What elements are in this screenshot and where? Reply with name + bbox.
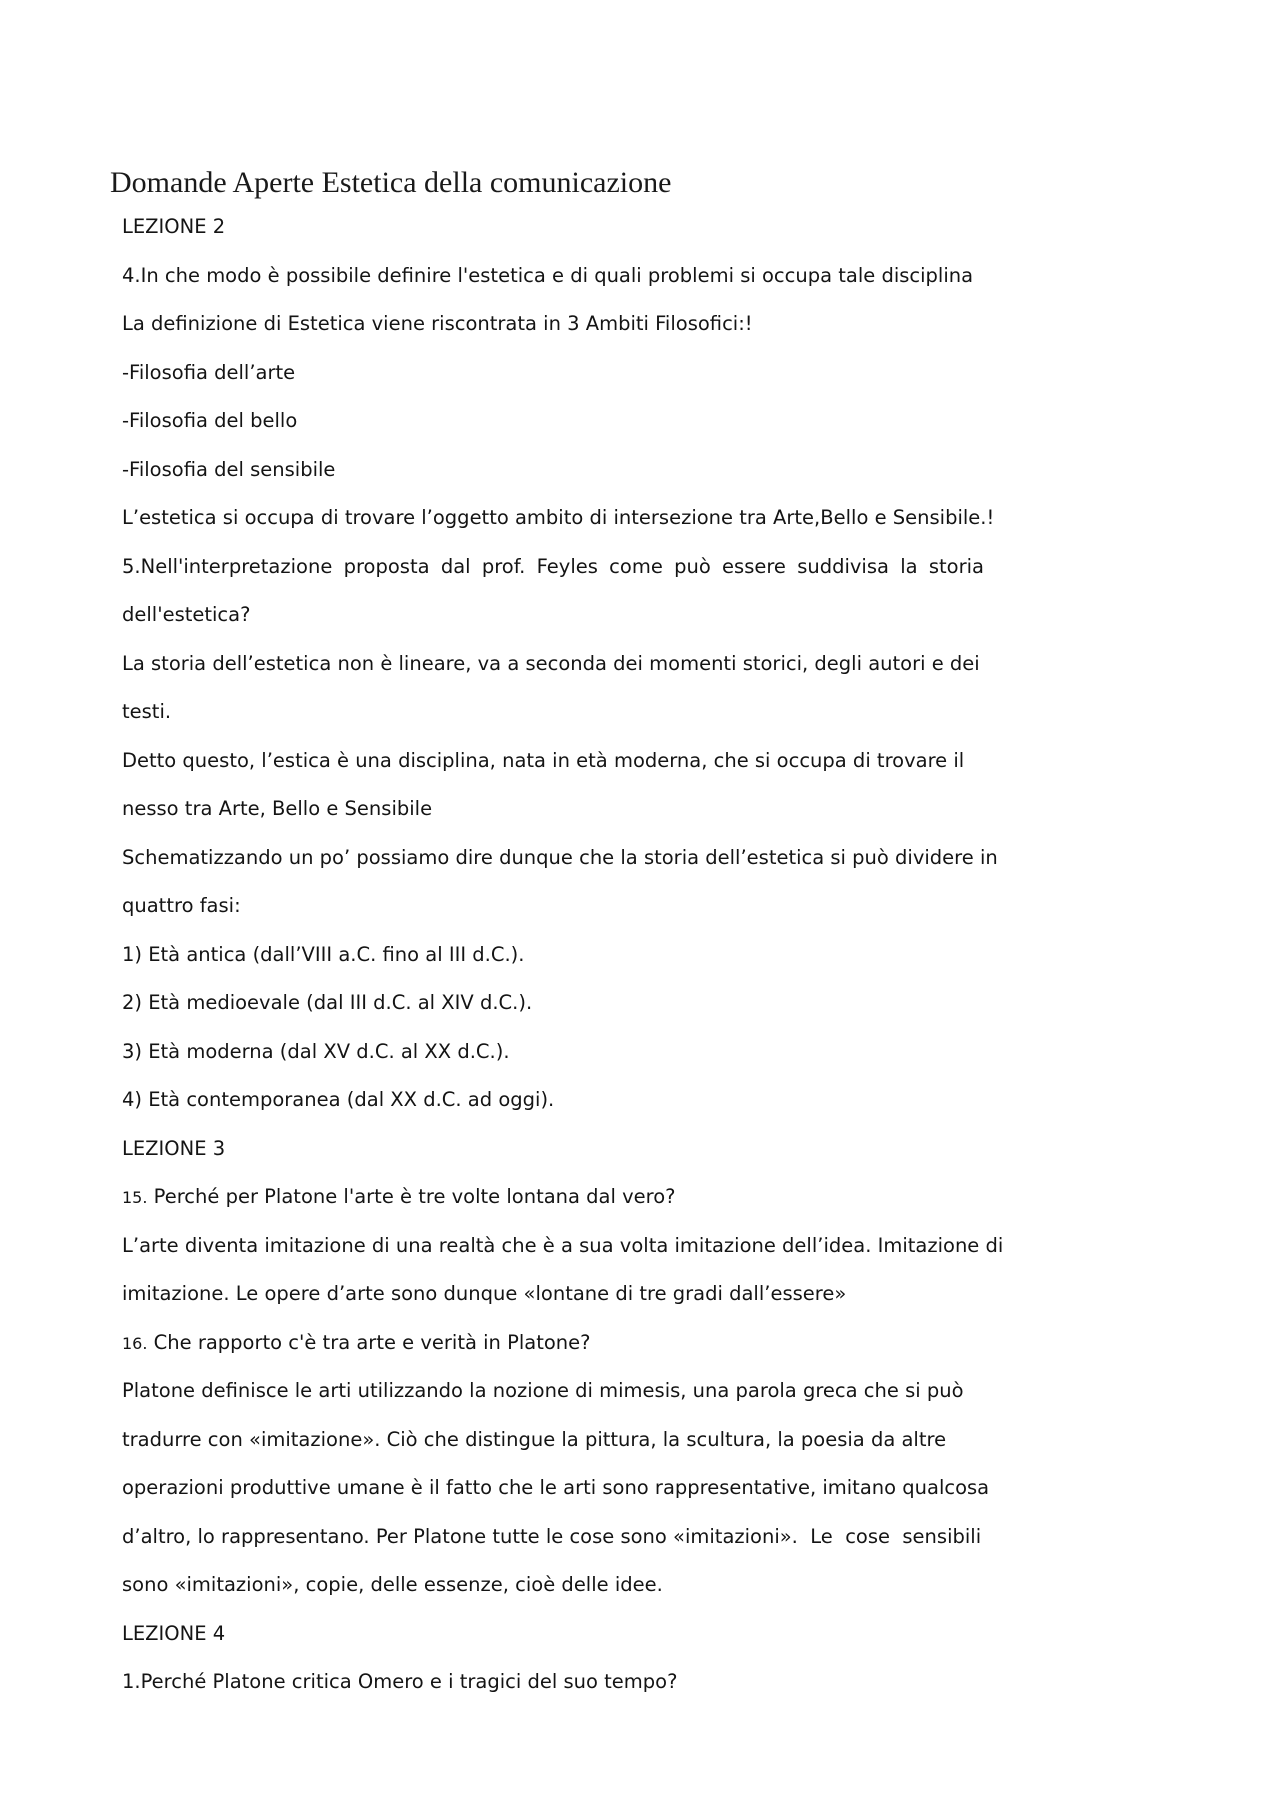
paragraph-line: tradurre con «imitazione». Ciò che distingue la pittura, la scultura, la poesia da altre <box>122 1427 947 1451</box>
heading-lezione-3: LEZIONE 3 <box>122 1136 226 1160</box>
list-item: 2) Età medioevale (dal III d.C. al XIV d.C.). <box>122 991 533 1014</box>
paragraph-line: quattro fasi: <box>122 894 241 917</box>
heading-lezione-4: LEZIONE 4 <box>122 1621 226 1645</box>
paragraph-line: La storia dell’estetica non è lineare, va a seconda dei momenti storici, degli autori e dei <box>122 651 980 675</box>
paragraph-line: imitazione. Le opere d’arte sono dunque «lontane di tre gradi dall’essere» <box>122 1282 847 1305</box>
question-15 <box>122 1177 984 1226</box>
paragraph-line: sono «imitazioni», copie, delle essenze, cioè delle idee. <box>122 1573 663 1596</box>
question-16-number: 16. <box>122 1333 148 1353</box>
document-body <box>122 207 1004 1711</box>
paragraph-line: Platone definisce le arti utilizzando la nozione di mimesis, una parola greca che si può <box>122 1379 964 1402</box>
question-16 <box>122 1323 984 1372</box>
paragraph-line: L’estetica si occupa di trovare l’oggetto ambito di intersezione tra Arte,Bello e Sensibile.! <box>122 506 995 529</box>
question-1: 1.Perché Platone critica Omero e i tragici del suo tempo? <box>122 1670 678 1693</box>
paragraph-line: testi. <box>122 700 172 723</box>
document-title: Domande Aperte Estetica della comunicazione <box>110 166 672 199</box>
paragraph-line: L’arte diventa imitazione di una realtà che è a sua volta imitazione dell’idea. Imitazione di <box>122 1233 1004 1257</box>
list-item: 3) Età moderna (dal XV d.C. al XX d.C.). <box>122 1039 510 1063</box>
question-15-text: Perché per Platone l'arte è tre volte lontana dal vero? <box>147 1185 676 1208</box>
list-item: 4) Età contemporanea (dal XX d.C. ad oggi). <box>122 1088 555 1111</box>
paragraph-line: Schematizzando un po’ possiamo dire dunque che la storia dell’estetica si può dividere in <box>122 845 998 869</box>
list-item: -Filosofia del bello <box>122 409 298 432</box>
paragraph-line: operazioni produttive umane è il fatto che le arti sono rappresentative, imitano qualcosa <box>122 1476 990 1499</box>
list-item: 1) Età antica (dall’VIII a.C. fino al III d.C.). <box>122 942 525 966</box>
list-item: -Filosofia dell’arte <box>122 360 296 384</box>
question-4: 4.In che modo è possibile definire l'estetica e di quali problemi si occupa tale disciplina <box>122 263 974 287</box>
paragraph-line: Detto questo, l’estica è una disciplina, nata in età moderna, che si occupa di trovare il <box>122 748 965 772</box>
paragraph-line: nesso tra Arte, Bello e Sensibile <box>122 797 433 820</box>
question-5-continued: dell'estetica? <box>122 603 251 626</box>
list-item: -Filosofia del sensibile <box>122 457 336 481</box>
heading-lezione-2: LEZIONE 2 <box>122 215 226 238</box>
question-5: 5.Nell'interpretazione proposta dal prof. Feyles come può essere suddivisa la storia <box>122 554 984 578</box>
question-15-number: 15. <box>122 1188 148 1207</box>
paragraph-line: d’altro, lo rappresentano. Per Platone tutte le cose sono «imitazioni». Le cose sensibili <box>122 1524 982 1548</box>
paragraph-line: La definizione di Estetica viene riscontrata in 3 Ambiti Filosofici:! <box>122 312 753 335</box>
question-16-text: Che rapporto c'è tra arte e verità in Platone? <box>147 1330 591 1354</box>
